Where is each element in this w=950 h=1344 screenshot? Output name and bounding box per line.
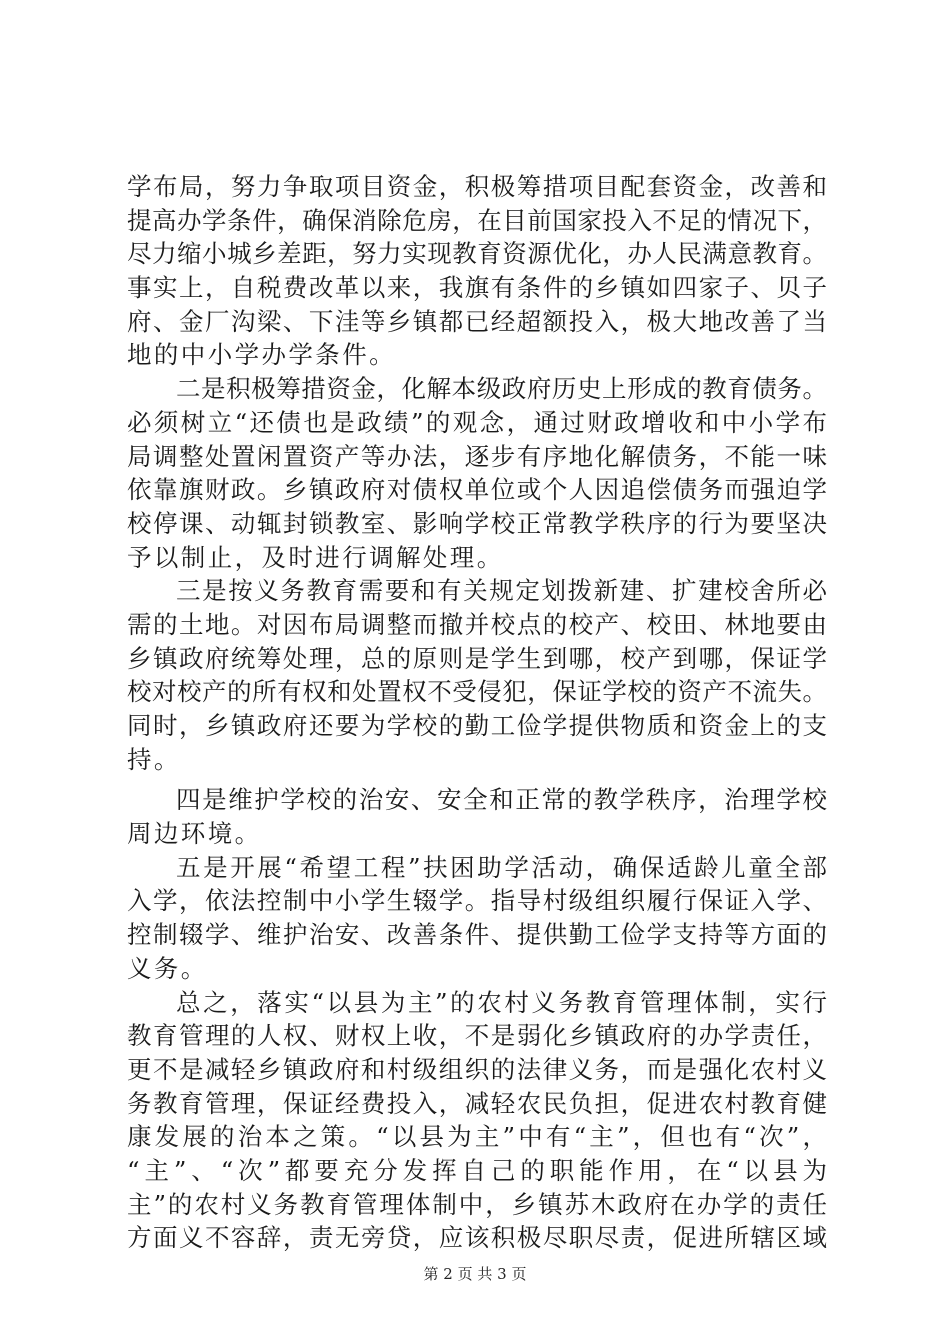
text-line: 校对校产的所有权和处置权不受侵犯，保证学校的资产不流失。 (127, 677, 827, 707)
text-line: 必须树立“还债也是政绩”的观念，通过财政增收和中小学布 (127, 407, 827, 437)
text-line: 康发展的治本之策。“以县为主”中有“主”，但也有“次”， (127, 1122, 827, 1152)
text-line: 乡镇政府统筹处理，总的原则是学生到哪，校产到哪，保证学 (127, 643, 827, 673)
text-line: 教育管理的人权、财权上收，不是弱化乡镇政府的办学责任， (127, 1021, 827, 1051)
text-line: 地的中小学办学条件。 (127, 340, 396, 370)
text-line: 局调整处置闲置资产等办法，逐步有序地化解债务，不能一味 (127, 441, 827, 471)
document-body (127, 170, 827, 1255)
text-line: 周边环境。 (127, 819, 262, 849)
text-line: 事实上，自税费改革以来，我旗有条件的乡镇如四家子、贝子 (127, 273, 827, 303)
text-line: 校停课、动辄封锁教室、影响学校正常教学秩序的行为要坚决 (127, 508, 827, 538)
paragraph-first-line: 总之，落实“以县为主”的农村义务教育管理体制，实行 (176, 987, 827, 1017)
page-footer: 第 2 页 共 3 页 (423, 1265, 527, 1283)
text-line: 更不是减轻乡镇政府和村级组织的法律义务，而是强化农村义 (127, 1054, 827, 1084)
paragraph-first-line: 三是按义务教育需要和有关规定划拨新建、扩建校舍所必 (176, 576, 827, 606)
text-line: 持。 (127, 744, 181, 774)
text-line: 义务。 (127, 953, 208, 983)
text-line: 入学，依法控制中小学生辍学。指导村级组织履行保证入学、 (127, 886, 827, 916)
paragraph-first-line: 五是开展“希望工程”扶困助学活动，确保适龄儿童全部 (176, 852, 827, 882)
text-line: 提高办学条件，确保消除危房，在目前国家投入不足的情况下， (127, 205, 827, 235)
paragraph-first-line: 四是维护学校的治安、安全和正常的教学秩序，治理学校 (176, 785, 827, 815)
text-line: 控制辍学、维护治安、改善条件、提供勤工俭学支持等方面的 (127, 920, 827, 950)
text-line: “主”、“次”都要充分发挥自己的职能作用，在“以县为 (127, 1155, 827, 1185)
text-line: 主”的农村义务教育管理体制中，乡镇苏木政府在办学的责任 (127, 1189, 827, 1219)
paragraph-first-line: 二是积极筹措资金，化解本级政府历史上形成的教育债务。 (176, 374, 827, 404)
text-line: 需的土地。对因布局调整而撤并校点的校产、校田、林地要由 (127, 609, 827, 639)
text-line: 府、金厂沟梁、下洼等乡镇都已经超额投入，极大地改善了当 (127, 306, 827, 336)
text-line: 尽力缩小城乡差距，努力实现教育资源优化，办人民满意教育。 (127, 239, 827, 269)
text-line: 务教育管理，保证经费投入，减轻农民负担，促进农村教育健 (127, 1088, 827, 1118)
paragraph-gap (127, 776, 827, 783)
text-line: 予以制止，及时进行调解处理。 (127, 542, 504, 572)
text-line: 方面义不容辞，责无旁贷，应该积极尽职尽责，促进所辖区域 (127, 1223, 827, 1253)
text-line: 依靠旗财政。乡镇政府对债权单位或个人因追偿债务而强迫学 (127, 475, 827, 505)
text-line: 同时，乡镇政府还要为学校的勤工俭学提供物质和资金上的支 (127, 711, 827, 740)
text-line: 学布局，努力争取项目资金，积极筹措项目配套资金，改善和 (127, 172, 827, 201)
